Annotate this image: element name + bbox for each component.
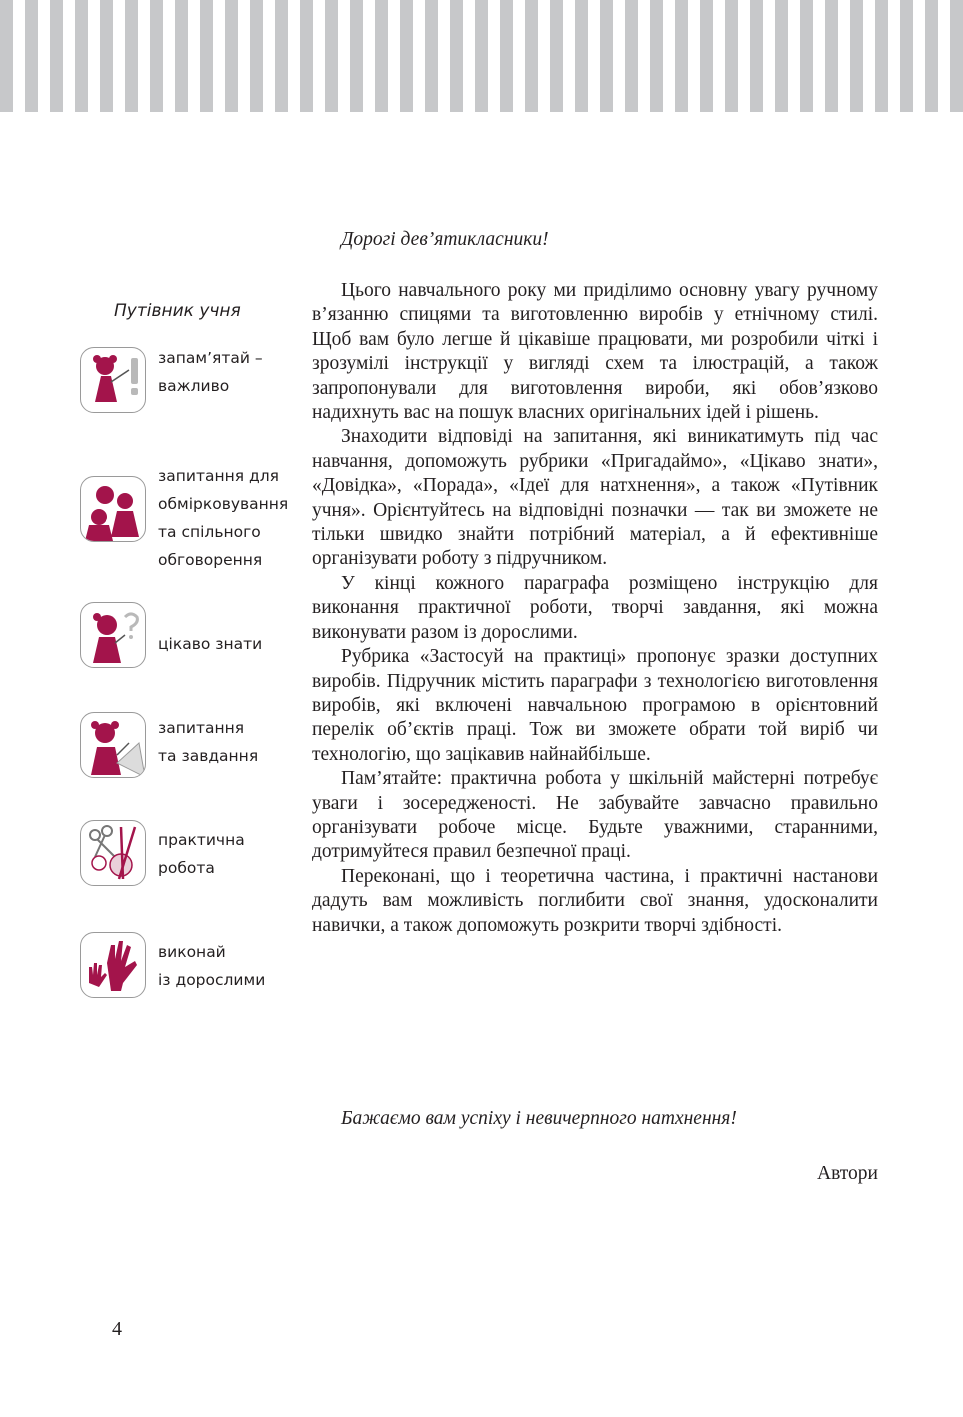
paragraph: У кінці кожного параграфа розміщено інструкцію для виконання практичної роботи, творчі завдання, які можна виконувати разом із дорослими. [312, 572, 878, 643]
paragraph: Рубрика «Застосуй на практиці» пропонує зразки доступних виробів. Підручник містить параграфи з технологією виготовлення виробів, які включені навчальною програмою в орієнтовний перелік об’єктів праці. Тож ви зможете обрати той виріб чи технологію, що зацікавив найнайбільше. [312, 646, 878, 765]
paragraph: Переконані, що і теоретична частина, і практичні настанови дадуть вам можливість поглибити свої знання, удосконалити навички, а також допоможуть розкрити творчі здібності. [312, 865, 878, 936]
paragraph: Пам’ятайте: практична робота у шкільній майстерні потребує уваги і зосередженості. Не забувайте завчасно правильно організувати робоче місце. Будьте уважними, старанними, дотримуйтеся правил безпечної праці. [312, 768, 878, 863]
girl-question-icon [80, 602, 146, 668]
guide-label: запам’ятай – важливо [158, 349, 263, 395]
guide-label: запитання та завдання [158, 719, 259, 765]
page-number: 4 [112, 1318, 122, 1340]
guide-label: виконай із дорослими [158, 943, 266, 989]
paragraph: Цього навчального року ми приділимо основну увагу ручному в’язанню спицями та виготовленню виробів у етнічному стилі. Щоб вам було легше й цікавіше працювати, ми розробили чіткі і зрозумілі інструкції у вигляді схем та ілюстрацій, а також запропонували для виготовлення вироби, які обов’язково надихнуть вас на пошук власних оригінальних ідей і рішень. [312, 280, 878, 424]
header-stripes [0, 0, 963, 112]
scissors-needles-yarn-icon [80, 820, 146, 886]
greeting: Дорогі дев’ятикласники! [341, 229, 549, 250]
main-text [312, 224, 878, 938]
guide-label: практична робота [158, 831, 245, 877]
girl-pointer-exclamation-icon [80, 347, 146, 413]
closing-wish: Бажаємо вам успіху і невичерпного натхнення! [341, 1108, 737, 1129]
hands-icon [80, 932, 146, 998]
authors-signature: Автори [816, 1163, 878, 1184]
guide-label: запитання для обмірковування та спільного обговорення [158, 467, 289, 569]
girl-writing-icon [80, 712, 146, 778]
student-guide-sidebar [80, 296, 310, 989]
paragraph: Знаходити відповіді на запитання, які виникатимуть під час навчання, допоможуть рубрики «Пригадаймо», «Цікаво знати», «Довідка», «Порада», «Ідеї для натхнення», а також «Путівник учня». Орієнтуйтесь на відповідні позначки — так ви зможете не тільки швидко знайти потрібний матеріал, а й ефективніше організувати роботу з підручником. [312, 426, 878, 570]
group-discussion-icon [80, 476, 146, 542]
sidebar-title: Путівник учня [114, 301, 241, 321]
guide-label: цікаво знати [158, 635, 263, 653]
